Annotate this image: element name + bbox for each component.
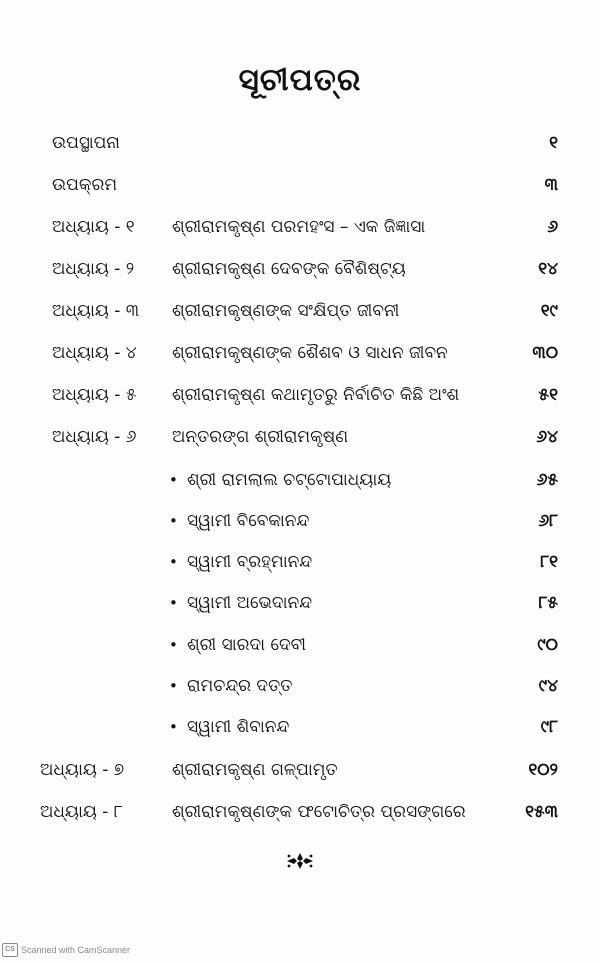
bullet-icon: • xyxy=(169,594,178,612)
toc-entry xyxy=(0,254,600,284)
scanner-text: Scanned with CamScanner xyxy=(21,945,131,955)
toc-page-number: ୧୪ xyxy=(538,259,558,279)
toc-subentry xyxy=(0,547,600,577)
bullet-icon: • xyxy=(169,677,178,695)
toc-page-number: ୬ xyxy=(547,217,558,237)
toc-topic: ଅନ୍ତରଙ୍ଗ ଶ୍ରୀରାମକୃଷ୍ଣ xyxy=(172,427,349,447)
toc-entry xyxy=(0,755,600,785)
toc-topic: ଶ୍ରୀରାମକୃଷ୍ଣ ଗଳ୍ପାମୃତ xyxy=(172,760,338,780)
toc-subentry xyxy=(0,506,600,536)
toc-page-number: ୩୦ xyxy=(532,343,558,363)
toc-subtopic: ସ୍ୱାମୀ ଅଭେଦାନନ୍ଦ xyxy=(187,593,313,613)
toc-entry xyxy=(0,170,600,200)
toc-chapter-label: ଅଧ୍ୟାୟ - ୪ xyxy=(52,343,137,363)
bullet-icon: • xyxy=(169,718,178,736)
toc-subtopic: ସ୍ୱାମୀ ବ୍ରହ୍ମାନନ୍ଦ xyxy=(187,552,313,572)
toc-entry xyxy=(0,380,600,410)
toc-page-number: ୯୦ xyxy=(537,635,558,655)
toc-chapter-label: ଅଧ୍ୟାୟ - ୫ xyxy=(52,385,137,405)
toc-page-number: ୬୮ xyxy=(538,511,558,531)
toc-subentry xyxy=(0,712,600,742)
toc-subentry xyxy=(0,630,600,660)
toc-topic: ଶ୍ରୀରାମକୃଷ୍ଣଙ୍କ ଫଟୋଚିତ୍ର ପ୍ରସଙ୍ଗରେ xyxy=(172,802,466,822)
bullet-icon: • xyxy=(169,512,178,530)
scanner-watermark xyxy=(2,943,130,957)
toc-page-number: ୧୦୨ xyxy=(528,760,558,780)
toc-subtopic: ରାମଚନ୍ଦ୍ର ଦତ୍ତ xyxy=(187,676,293,696)
toc-page-number: ୯୮ xyxy=(540,717,558,737)
page-title: ସୂଚୀପତ୍ର xyxy=(238,62,362,98)
toc-entry xyxy=(0,422,600,452)
toc-entry xyxy=(0,212,600,242)
toc-subtopic: ସ୍ୱାମୀ ଶିବାନନ୍ଦ xyxy=(187,717,290,737)
toc-topic: ଶ୍ରୀରାମକୃଷ୍ଣଙ୍କ ଶୈଶବ ଓ ସାଧନ ଜୀବନ xyxy=(172,343,448,363)
toc-chapter-label: ଅଧ୍ୟାୟ - ୮ xyxy=(40,802,123,822)
toc-topic: ଶ୍ରୀରାମକୃଷ୍ଣ କଥାମୃତରୁ ନିର୍ବାଚିତ କିଛି ଅଂଶ xyxy=(172,385,460,405)
toc-page-number: ୩ xyxy=(544,175,558,195)
toc-chapter-label: ଅଧ୍ୟାୟ - ୬ xyxy=(52,427,137,447)
toc-topic: ଉପସ୍ଥାପନା xyxy=(52,133,120,153)
toc-subtopic: ଶ୍ରୀ ରାମଲାଲ ଚଟ୍ଟୋପାଧ୍ୟାୟ xyxy=(187,470,392,490)
toc-subentry xyxy=(0,588,600,618)
toc-subentry xyxy=(0,671,600,701)
toc-entry xyxy=(0,128,600,158)
toc-page-number: ୧ xyxy=(549,133,558,153)
ornament-divider xyxy=(0,851,600,871)
toc-page-number: ୧୯ xyxy=(540,301,558,321)
toc-page-number: ୬୫ xyxy=(536,470,558,490)
toc-page-number: ୫୧ xyxy=(538,385,558,405)
toc-entry xyxy=(0,338,600,368)
toc-page-number: ୬୪ xyxy=(536,427,558,447)
toc-chapter-label: ଅଧ୍ୟାୟ - ୩ xyxy=(52,301,140,321)
toc-subtopic: ଶ୍ରୀ ସାରଦା ଦେବୀ xyxy=(187,635,306,655)
toc-chapter-label: ଅଧ୍ୟାୟ - ୨ xyxy=(52,259,135,279)
ornament-icon xyxy=(283,851,317,871)
toc-chapter-label: ଅଧ୍ୟାୟ - ୭ xyxy=(40,760,125,780)
toc-topic: ଶ୍ରୀରାମକୃଷ୍ଣ ପରମହଂସ – ଏକ ଜିଜ୍ଞାସା xyxy=(172,217,426,237)
bullet-icon: • xyxy=(169,636,178,654)
toc-subtopic: ସ୍ୱାମୀ ବିବେକାନନ୍ଦ xyxy=(187,511,310,531)
toc-page-number: ୧୫୩ xyxy=(525,802,558,822)
bullet-icon: • xyxy=(169,553,178,571)
toc-chapter-label: ଅଧ୍ୟାୟ - ୧ xyxy=(52,217,135,237)
toc-subentry xyxy=(0,465,600,495)
toc-entry xyxy=(0,797,600,827)
toc-entry xyxy=(0,296,600,326)
toc-page-number: ୮୫ xyxy=(538,593,558,613)
toc-page-number: ୮୧ xyxy=(540,552,558,572)
toc-topic: ଶ୍ରୀରାମକୃଷ୍ଣ ଦେବଙ୍କ ବୈଶିଷ୍ଟ୍ୟ xyxy=(172,259,406,279)
bullet-icon: • xyxy=(169,471,178,489)
toc-topic: ଶ୍ରୀରାମକୃଷ୍ଣଙ୍କ ସଂକ୍ଷିପ୍ତ ଜୀବନୀ xyxy=(172,301,400,321)
toc-topic: ଉପକ୍ରମ xyxy=(52,175,118,195)
camscanner-logo-icon: CS xyxy=(2,943,18,957)
toc-page-number: ୯୪ xyxy=(538,676,558,696)
